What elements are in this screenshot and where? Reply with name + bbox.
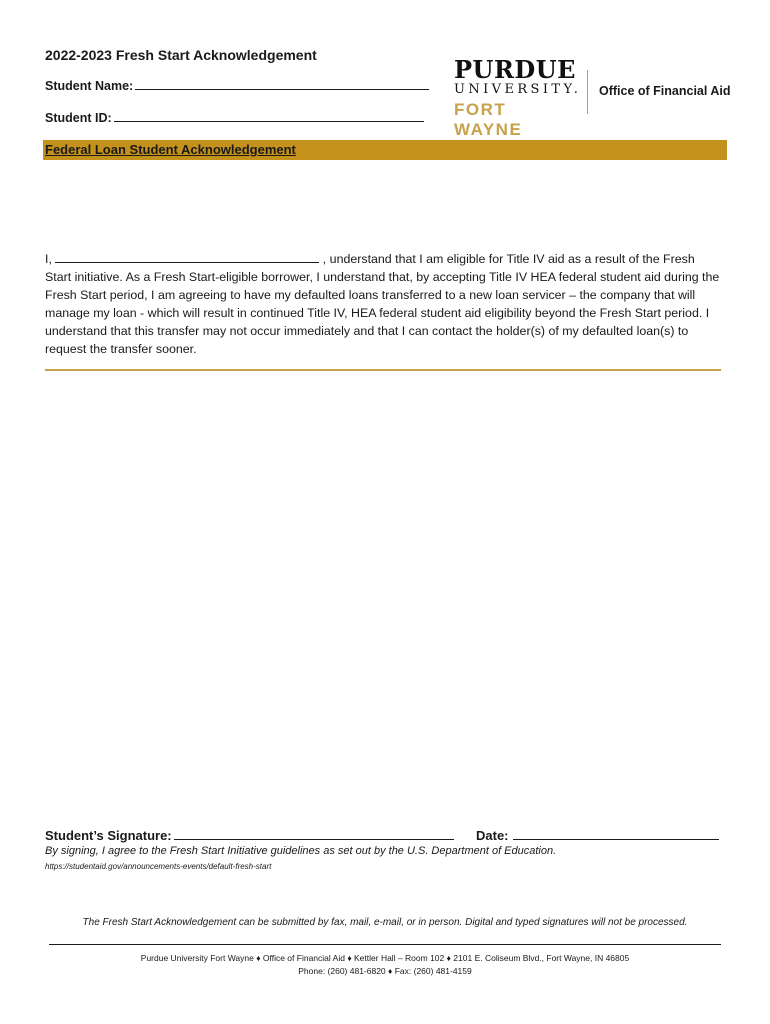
footer-contact: Phone: (260) 481-6820 ♦ Fax: (260) 481-4159 [298, 966, 472, 976]
student-name-field[interactable] [45, 77, 429, 93]
submission-note: The Fresh Start Acknowledgement can be submitted by fax, mail, e-mail, or in person. Digital and typed signatures will not be processed. [82, 917, 688, 928]
purdue-fort-wayne-logo [454, 55, 582, 140]
section-heading: Federal Loan Student Acknowledgement [45, 142, 296, 157]
fresh-start-url[interactable]: https://studentaid.gov/announcements-events/default-fresh-start [45, 862, 272, 871]
acknowledgement-paragraph [45, 250, 723, 358]
signature-input-line[interactable] [174, 826, 454, 840]
student-id-label: Student ID: [45, 111, 112, 125]
student-name-label: Student Name: [45, 79, 134, 93]
date-label: Date: [476, 828, 509, 843]
date-input-line[interactable] [513, 826, 719, 840]
signature-label: Student’s Signature: [45, 828, 172, 843]
name-blank-line[interactable] [55, 251, 319, 263]
logo-divider [587, 70, 588, 114]
office-name: Office of Financial Aid [599, 84, 731, 98]
logo-line-purdue: PURDUE [454, 55, 576, 84]
footer-divider [49, 944, 721, 945]
footer-address: Purdue University Fort Wayne ♦ Office of Financial Aid ♦ Kettler Hall – Room 102 ♦ 2101 E. Coliseum Blvd., Fort Wayne, IN 46805 [140, 953, 630, 963]
student-id-field[interactable] [45, 109, 424, 125]
student-id-input-line[interactable] [114, 109, 424, 122]
acknowledgement-prefix: I, [45, 252, 52, 266]
gold-divider [45, 369, 721, 371]
date-field[interactable] [476, 826, 719, 843]
student-name-input-line[interactable] [135, 77, 429, 90]
acknowledgement-text: , understand that I am eligible for Title IV aid as a result of the Fresh Start initiative. As a Fresh Start-eligible borrower, I understand that, by accepting Title IV HEA federal student aid during the Fresh Start period, I am agreeing to have my defaulted loans transferred to a new loan servicer – the company that will manage my loan - which will result in continued Title IV, HEA federal student aid eligibility beyond the Fresh Start period. I understand that this transfer may not occur immediately and that I can contact the holder(s) of my defaulted loan(s) to request the transfer sooner. [45, 252, 720, 356]
document-title: 2022-2023 Fresh Start Acknowledgement [45, 47, 317, 63]
logo-line-fort-wayne: FORT WAYNE [454, 100, 523, 139]
logo-line-university: UNIVERSITY. [454, 82, 582, 97]
section-heading-band [43, 140, 727, 160]
signing-agreement: By signing, I agree to the Fresh Start Initiative guidelines as set out by the U.S. Department of Education. [45, 845, 557, 857]
signature-field[interactable] [45, 826, 454, 843]
